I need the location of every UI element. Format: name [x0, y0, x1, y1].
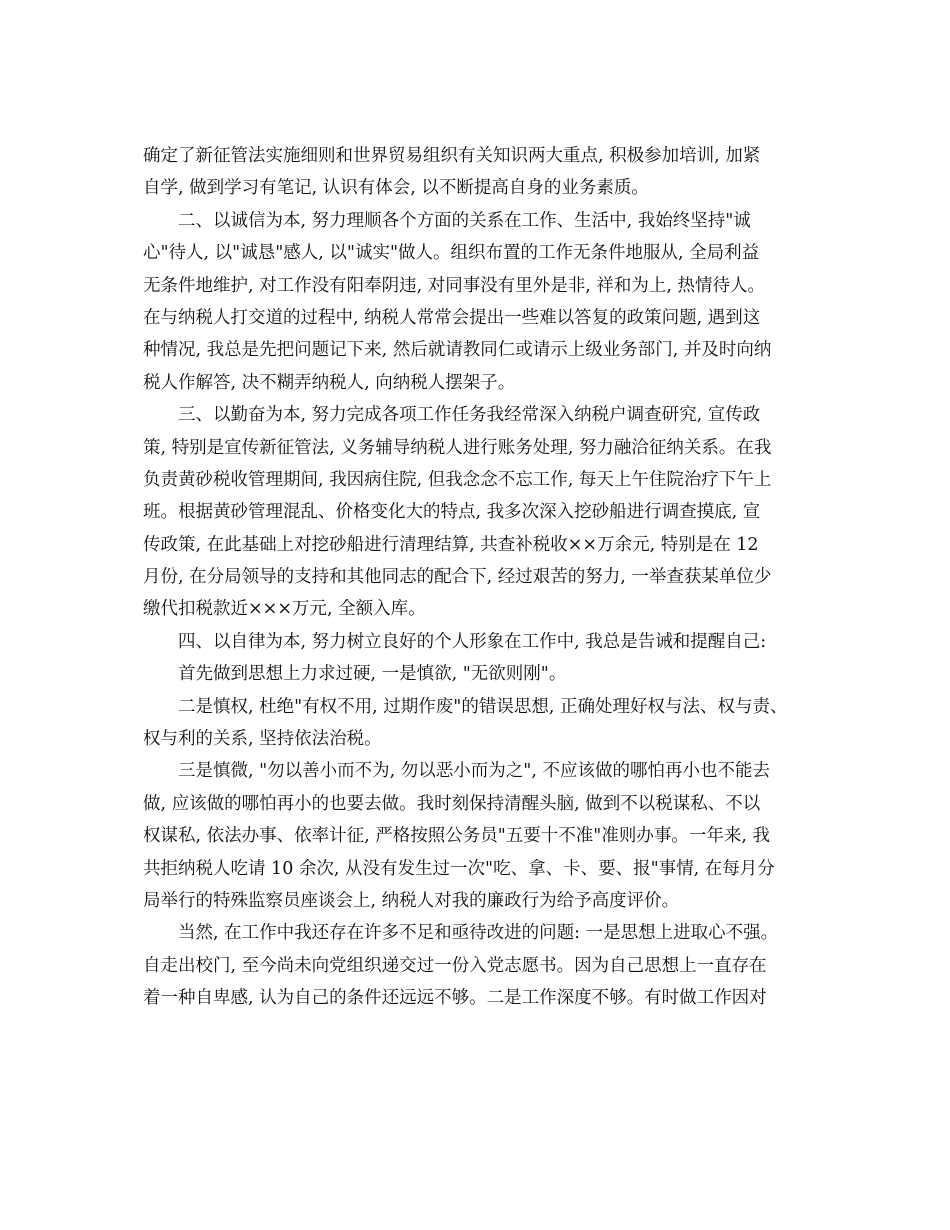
text-line: 班。根据黄砂管理混乱、价格变化大的特点, 我多次深入挖砂船进行调查摸底, 宣 [143, 502, 761, 523]
text-line: 在与纳税人打交道的过程中, 纳税人常常会提出一些难以答复的政策问题, 遇到这 [143, 307, 761, 328]
text-line: 税人作解答, 决不糊弄纳税人, 向纳税人摆架子。 [143, 372, 516, 393]
text-line: 缴代扣税款近×××万元, 全额入库。 [143, 599, 426, 620]
text-line: 自走出校门, 至今尚未向党组织递交过一份入党志愿书。因为自己思想上一直存在 [143, 955, 767, 976]
text-line: 自学, 做到学习有笔记, 认识有体会, 以不断提高自身的业务素质。 [143, 178, 649, 199]
text-line: 三、以勤奋为本, 努力完成各项工作任务我经常深入纳税户调查研究, 宣传政 [143, 405, 761, 426]
text-line: 局举行的特殊监察员座谈会上, 纳税人对我的廉政行为给予高度评价。 [143, 890, 680, 911]
text-line: 心"待人, 以"诚恳"感人, 以"诚实"做人。组织布置的工作无条件地服从, 全局利益 [143, 243, 760, 264]
text-line: 共拒纳税人吃请 10 余次, 从没有发生过一次"吃、拿、卡、要、报"事情, 在每月分 [143, 858, 775, 879]
text-line: 着一种自卑感, 认为自己的条件还远远不够。二是工作深度不够。有时做工作因对 [143, 988, 767, 1009]
text-line: 二、以诚信为本, 努力理顺各个方面的关系在工作、生活中, 我始终坚持"诚 [143, 210, 751, 231]
text-line: 传政策, 在此基础上对挖砂船进行清理结算, 共查补税收××万余元, 特别是在 12 [143, 534, 759, 555]
text-line: 首先做到思想上力求过硬, 一是慎欲, "无欲则刚"。 [143, 664, 567, 685]
text-line: 无条件地维护, 对工作没有阳奉阴违, 对同事没有里外是非, 祥和为上, 热情待人。 [143, 275, 765, 296]
text-line: 策, 特别是宣传新征管法, 义务辅导纳税人进行账务处理, 努力融洽征纳关系。在我 [143, 437, 772, 458]
text-line: 月份, 在分局领导的支持和其他同志的配合下, 经过艰苦的努力, 一举查获某单位少 [143, 567, 772, 588]
text-line: 确定了新征管法实施细则和世界贸易组织有关知识两大重点, 积极参加培训, 加紧 [143, 146, 761, 166]
text-line: 负责黄砂税收管理期间, 我因病住院, 但我念念不忘工作, 每天上午住院治疗下午上 [143, 469, 772, 490]
text-line: 权与利的关系, 坚持依法治税。 [143, 729, 382, 750]
text-line: 做, 应该做的哪怕再小的也要去做。我时刻保持清醒头脑, 做到不以税谋私、不以 [143, 793, 761, 814]
text-line: 二是慎权, 杜绝"有权不用, 过期作废"的错误思想, 正确处理好权与法、权与责、 [143, 696, 788, 717]
text-line: 种情况, 我总是先把问题记下来, 然后就请教同仁或请示上级业务部门, 并及时向纳 [143, 340, 772, 361]
text-line: 权谋私, 依法办事、依率计征, 严格按照公务员"五要十不准"准则办事。一年来, 我 [143, 826, 770, 847]
text-line: 当然, 在工作中我还存在许多不足和亟待改进的问题: 一是思想上进取心不强。 [143, 923, 779, 944]
document-body [143, 140, 808, 1015]
text-line: 三是慎微, "勿以善小而不为, 勿以恶小而为之", 不应该做的哪怕再小也不能去 [143, 761, 770, 782]
text-line: 四、以自律为本, 努力树立良好的个人形象在工作中, 我总是告诫和提醒自己: [143, 631, 767, 652]
